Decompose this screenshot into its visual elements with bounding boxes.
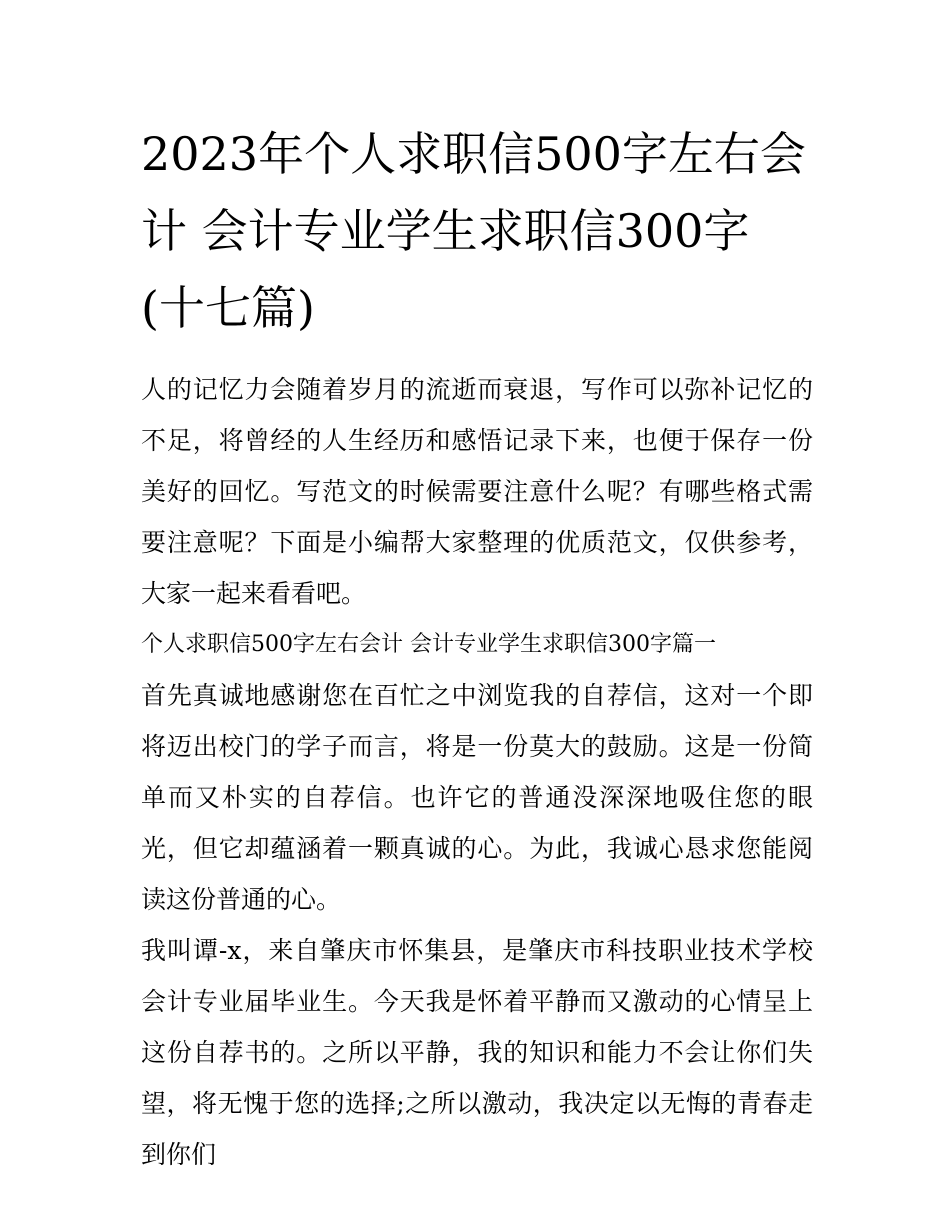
document-page <box>141 116 813 1180</box>
section-heading: 个人求职信500字左右会计 会计专业学生求职信300字篇一 <box>141 632 716 657</box>
body-paragraph: 首先真诚地感谢您在百忙之中浏览我的自荐信，这对一个即将迈出校门的学子而言，将是一份莫大的鼓励。这是一份简单而又朴实的自荐信。也许它的普通没深深地吸住您的眼光，但它却蕴涵着一颗真诚的心。为此，我诚心恳求您能阅读这份普通的心。 <box>141 681 813 914</box>
intro-paragraph: 人的记忆力会随着岁月的流逝而衰退，写作可以弥补记忆的不足，将曾经的人生经历和感悟记录下来，也便于保存一份美好的回忆。写范文的时候需要注意什么呢？有哪些格式需要注意呢？下面是小编帮大家整理的优质范文，仅供参考，大家一起来看看吧。 <box>141 375 813 608</box>
document-body <box>141 364 813 1180</box>
body-paragraph: 我叫谭-x，来自肇庆市怀集县，是肇庆市科技职业技术学校会计专业届毕业生。今天我是怀着平静而又激动的心情呈上这份自荐书的。之所以平静，我的知识和能力不会让你们失望，将无愧于您的选择;之所以激动，我决定以无悔的青春走到你们 <box>141 936 813 1169</box>
document-title: 2023年个人求职信500字左右会计 会计专业学生求职信300字(十七篇) <box>141 127 806 335</box>
